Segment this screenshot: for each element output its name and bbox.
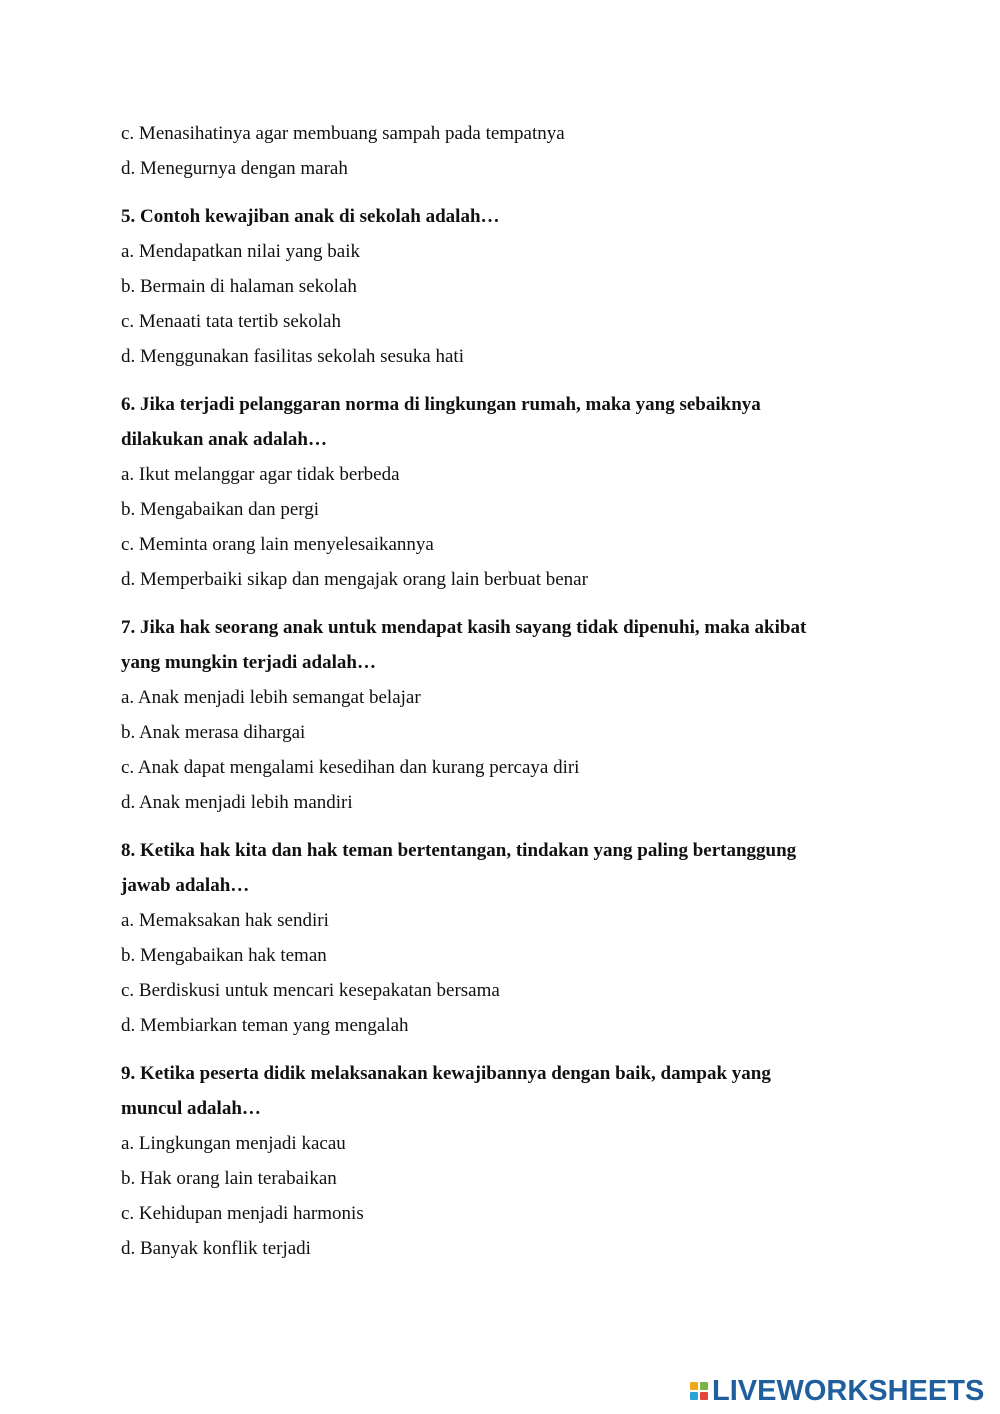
question-7	[121, 610, 921, 820]
question-title: 6. Jika terjadi pelanggaran norma di lingkungan rumah, maka yang sebaiknya	[121, 394, 761, 415]
option-b: b. Mengabaikan hak teman	[121, 945, 327, 966]
option-b: b. Hak orang lain terabaikan	[121, 1168, 337, 1189]
question-title: 8. Ketika hak kita dan hak teman bertentangan, tindakan yang paling bertanggung	[121, 840, 797, 861]
option-c: c. Menaati tata tertib sekolah	[121, 311, 341, 332]
question-title-continued: dilakukan anak adalah…	[121, 429, 327, 450]
continued-options	[121, 116, 921, 186]
logo-square	[700, 1392, 708, 1400]
option-b: b. Bermain di halaman sekolah	[121, 276, 357, 297]
question-8	[121, 833, 921, 1043]
question-9	[121, 1056, 921, 1266]
option-c: c. Kehidupan menjadi harmonis	[121, 1203, 364, 1224]
option-a: a. Memaksakan hak sendiri	[121, 910, 329, 931]
question-6	[121, 387, 921, 597]
option-a: a. Lingkungan menjadi kacau	[121, 1133, 346, 1154]
question-title-continued: jawab adalah…	[121, 875, 250, 896]
option-line: c. Menasihatinya agar membuang sampah pada tempatnya	[121, 123, 565, 144]
option-a: a. Mendapatkan nilai yang baik	[121, 241, 361, 262]
logo-square	[700, 1382, 708, 1390]
question-title: 5. Contoh kewajiban anak di sekolah adalah…	[121, 206, 500, 227]
option-a: a. Ikut melanggar agar tidak berbeda	[121, 464, 400, 485]
liveworksheets-logo	[690, 1376, 984, 1406]
logo-square	[690, 1382, 698, 1390]
option-c: c. Berdiskusi untuk mencari kesepakatan bersama	[121, 980, 500, 1001]
question-title: 9. Ketika peserta didik melaksanakan kewajibannya dengan baik, dampak yang	[121, 1063, 771, 1084]
option-c: c. Meminta orang lain menyelesaikannya	[121, 534, 434, 555]
option-d: d. Banyak konflik terjadi	[121, 1238, 311, 1259]
option-b: b. Mengabaikan dan pergi	[121, 499, 320, 520]
option-line: d. Menegurnya dengan marah	[121, 158, 348, 179]
question-title-continued: yang mungkin terjadi adalah…	[121, 652, 376, 673]
option-b: b. Anak merasa dihargai	[121, 722, 306, 743]
question-5	[121, 199, 921, 374]
question-title-continued: muncul adalah…	[121, 1098, 261, 1119]
worksheet-page	[121, 116, 921, 1266]
question-title: 7. Jika hak seorang anak untuk mendapat kasih sayang tidak dipenuhi, maka akibat	[121, 617, 807, 638]
option-d: d. Membiarkan teman yang mengalah	[121, 1015, 409, 1036]
option-d: d. Anak menjadi lebih mandiri	[121, 792, 353, 813]
logo-text: LIVEWORKSHEETS	[712, 1374, 985, 1407]
logo-grid-icon	[690, 1382, 708, 1400]
option-d: d. Memperbaiki sikap dan mengajak orang lain berbuat benar	[121, 569, 588, 590]
option-d: d. Menggunakan fasilitas sekolah sesuka hati	[121, 346, 464, 367]
logo-square	[690, 1392, 698, 1400]
option-a: a. Anak menjadi lebih semangat belajar	[121, 687, 421, 708]
option-c: c. Anak dapat mengalami kesedihan dan kurang percaya diri	[121, 757, 580, 778]
